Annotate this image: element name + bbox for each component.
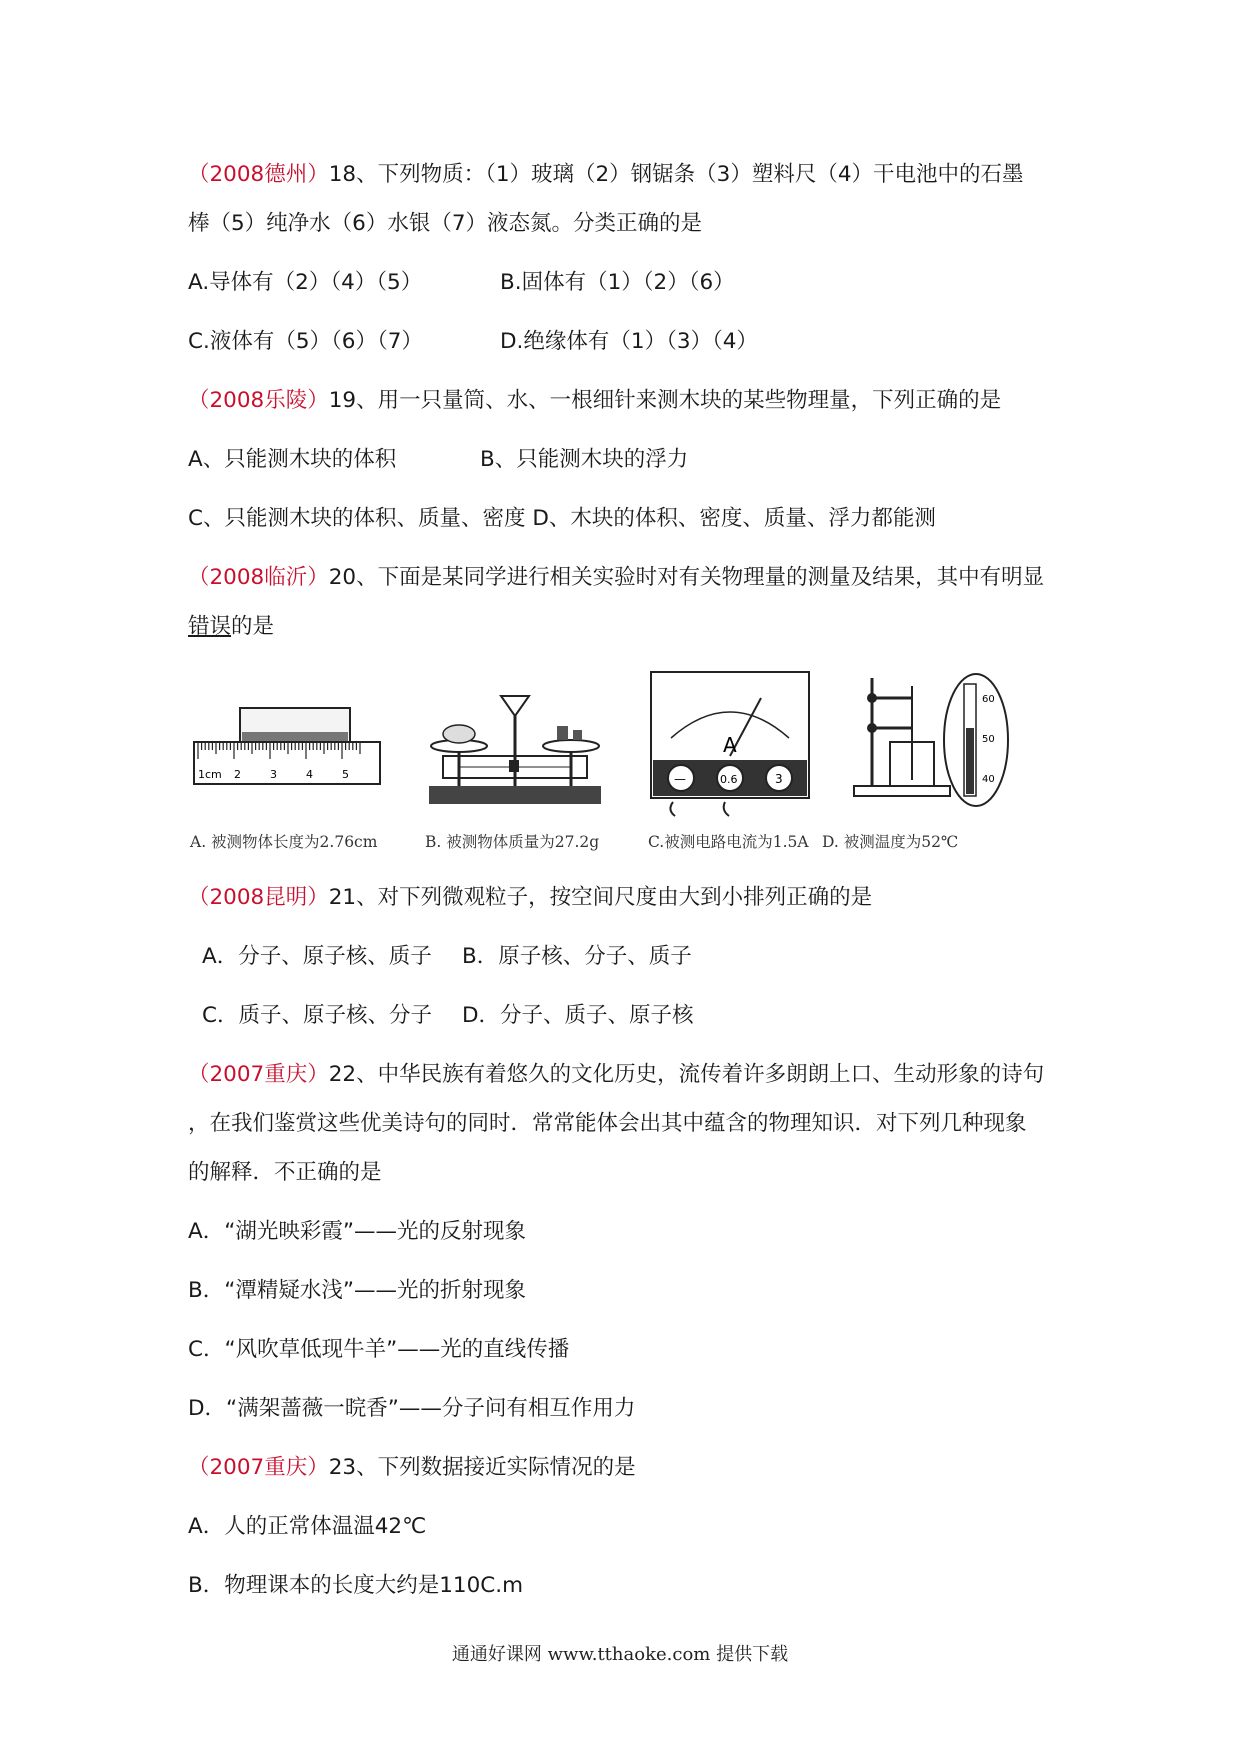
stand-base	[854, 786, 950, 796]
thermo-scale-40: 40	[982, 774, 995, 785]
q18-option-d: D.绝缘体有（1）（3）（4）	[500, 329, 758, 354]
caption-c: C.被测电路电流为1.5A	[648, 833, 809, 851]
page-footer: 通通好课网 www.tthaoke.com 提供下载	[451, 1644, 789, 1665]
wire-left	[670, 802, 675, 816]
q19-source: （2008乐陵）	[188, 388, 329, 413]
q21-stem-line	[188, 883, 872, 913]
balance-pointer	[501, 696, 529, 716]
terminal-0-6-label: 0.6	[720, 773, 738, 786]
caption-d: D. 被测温度为52℃	[822, 833, 959, 851]
q22-stem-2: ，在我们鉴赏这些优美诗句的同时．常常能体会出其中蕴含的物理知识．对下列几种现象	[188, 1111, 1027, 1136]
q20-stem-1: 20、下面是某同学进行相关实验时对有关物理量的测量及结果，其中有明显	[328, 565, 1045, 590]
q19-option-a: A、只能测木块的体积	[188, 447, 397, 472]
block-shadow	[242, 732, 348, 741]
q23-option-a: A．人的正常体温温42℃	[188, 1514, 427, 1539]
q18-stem-1: 18、下列物质：（1）玻璃（2）钢锯条（3）塑料尺（4）干电池中的石墨	[328, 162, 1024, 187]
balance-base	[429, 786, 601, 804]
thermo-scale-60: 60	[982, 694, 995, 705]
ammeter-letter: A	[723, 733, 737, 757]
q18-source: （2008德州）	[188, 162, 329, 187]
q19-stem: 19、用一只量筒、水、一根细针来测木块的某些物理量，下列正确的是	[328, 388, 1002, 413]
q20-stem-line-1	[188, 563, 1044, 593]
q21-option-c: C．质子、原子核、分子	[202, 1003, 433, 1028]
wire-right	[724, 802, 729, 816]
balance-figure	[415, 668, 615, 818]
thermometer-figure	[850, 668, 1020, 828]
ruler-figure	[190, 668, 390, 818]
q22-option-a: A．“湖光映彩霞”——光的反射现象	[188, 1219, 526, 1244]
object-on-pan	[443, 725, 475, 743]
ammeter-figure	[645, 668, 820, 828]
q22-stem-1: 22、中华民族有着悠久的文化历史，流传着许多朗朗上口、生动形象的诗句	[328, 1062, 1045, 1087]
q23-option-b: B．物理课本的长度大约是110C.m	[188, 1573, 524, 1598]
q20-stem-underlined: 错误	[188, 614, 232, 639]
q21-option-d: D．分子、质子、原子核	[462, 1003, 694, 1028]
q19-option-cd: C、只能测木块的体积、质量、密度 D、木块的体积、密度、质量、浮力都能测	[188, 506, 936, 531]
q20-stem-line-2	[188, 612, 274, 642]
terminal-3-label: 3	[775, 772, 783, 786]
q21-option-b: B．原子核、分子、质子	[462, 944, 692, 969]
right-pan	[543, 740, 599, 752]
ruler-body	[194, 742, 380, 784]
ruler-number-3: 3	[270, 768, 277, 781]
q23-stem: 23、下列数据接近实际情况的是	[328, 1455, 636, 1480]
q22-stem-3: 的解释．不正确的是	[188, 1160, 382, 1185]
q21-stem: 21、对下列微观粒子，按空间尺度由大到小排列正确的是	[328, 885, 873, 910]
q18-option-b: B.固体有（1）（2）（6）	[500, 270, 735, 295]
q18-option-a: A.导体有（2）（4）（5）	[188, 270, 423, 295]
q19-stem-line	[188, 386, 1001, 416]
q20-figures	[190, 668, 1010, 858]
q21-option-a: A．分子、原子核、质子	[202, 944, 432, 969]
clamp-knob-1	[867, 693, 877, 703]
q18-option-c: C.液体有（5）（6）（7）	[188, 329, 423, 354]
q20-source: （2008临沂）	[188, 565, 329, 590]
ruler-unit: 1cm	[198, 768, 222, 781]
caption-b: B. 被测物体质量为27.2g	[425, 833, 600, 851]
ruler-number-4: 4	[306, 768, 313, 781]
q18-stem-line-1	[188, 160, 1024, 190]
q23-stem-line	[188, 1453, 636, 1483]
q22-source: （2007重庆）	[188, 1062, 329, 1087]
q22-stem-line-1	[188, 1060, 1044, 1090]
ruler-number-5: 5	[342, 768, 349, 781]
q18-stem-2: 棒（5）纯净水（6）水银（7）液态氮。分类正确的是	[188, 211, 703, 236]
weight-2	[573, 730, 582, 740]
q21-source: （2008昆明）	[188, 885, 329, 910]
clamp-knob-2	[867, 723, 877, 733]
q19-option-b: B、只能测木块的浮力	[480, 447, 689, 472]
q23-source: （2007重庆）	[188, 1455, 329, 1480]
thermo-scale-50: 50	[982, 734, 995, 745]
q22-option-d: D．“满架蔷薇一晥香”——分子问有相互作用力	[188, 1396, 636, 1421]
zoom-liquid-column	[966, 728, 974, 794]
weight-1	[557, 726, 568, 740]
q22-option-c: C．“风吹草低现牛羊”——光的直线传播	[188, 1337, 570, 1362]
terminal-negative-label: —	[674, 772, 686, 786]
q20-stem-rest: 的是	[231, 614, 275, 639]
caption-a: A. 被测物体长度为2.76cm	[190, 833, 378, 851]
q22-option-b: B．“潭精疑水浅”——光的折射现象	[188, 1278, 527, 1303]
ruler-number-2: 2	[234, 768, 241, 781]
